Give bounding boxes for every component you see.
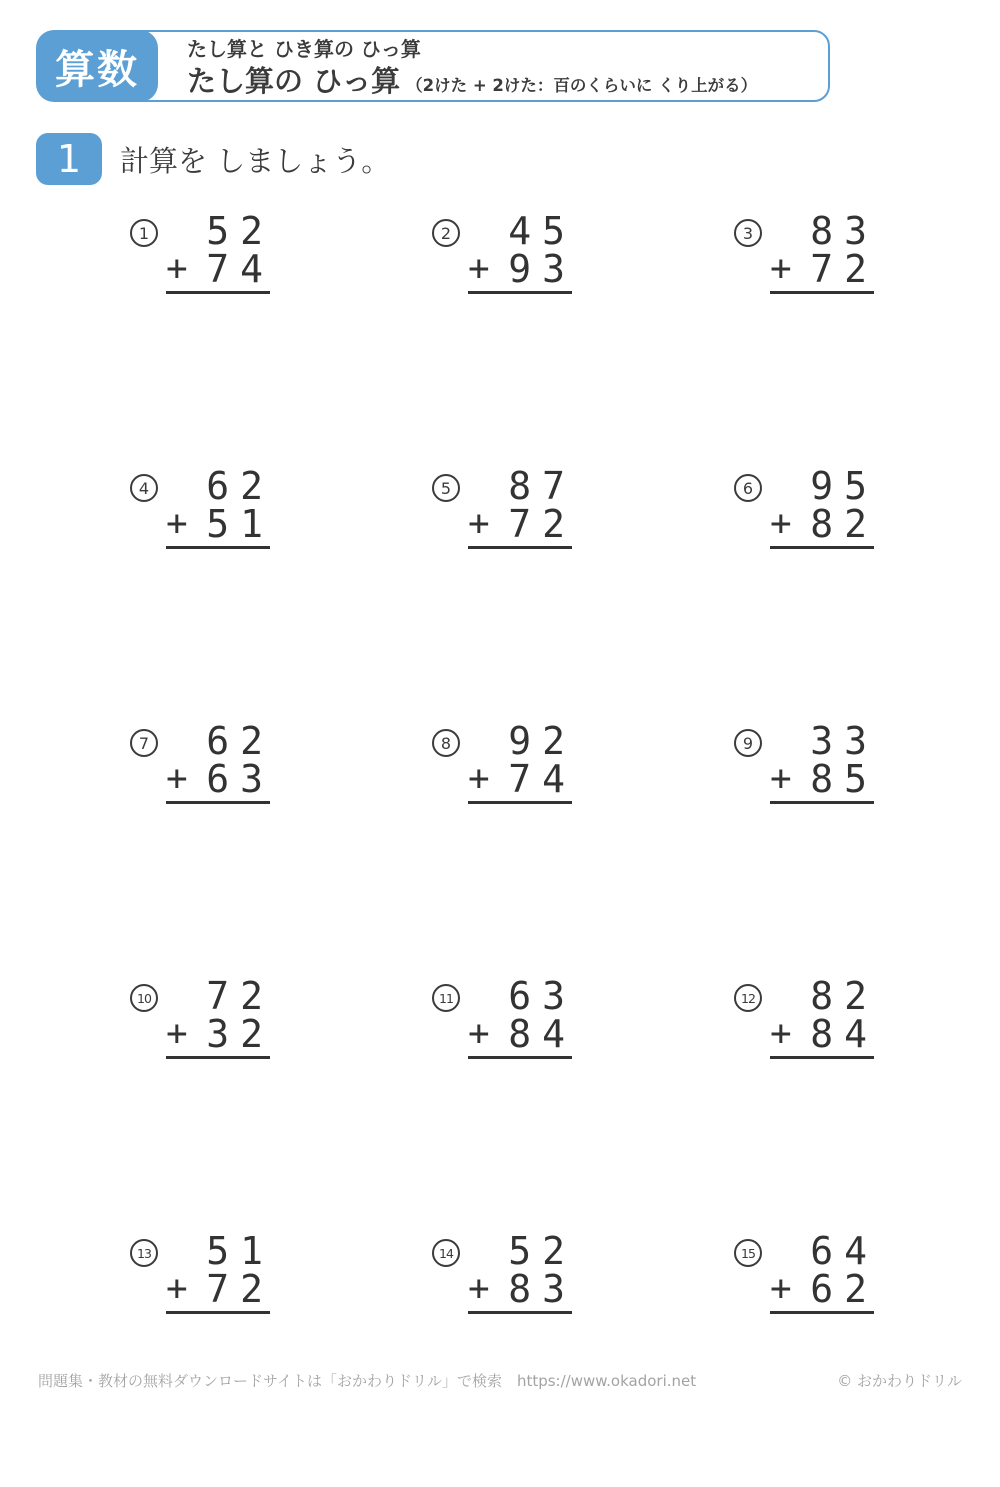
vertical-addition (770, 209, 878, 294)
problem-number-badge: 12 (734, 984, 762, 1012)
worksheet-title: たし算の ひっ算 (187, 64, 401, 98)
plus-sign: + (166, 1268, 188, 1309)
problem-number-badge: 14 (432, 1239, 460, 1267)
problem-5 (432, 464, 734, 722)
problem-number-badge: 15 (734, 1239, 762, 1267)
addend-bottom: 51 (206, 502, 274, 546)
problem-2 (432, 209, 734, 467)
problem-number-badge: 13 (130, 1239, 158, 1267)
section-heading (36, 133, 390, 185)
addend-top: 64 (810, 1229, 878, 1273)
problem-9 (734, 719, 1000, 977)
problem-14 (432, 1229, 734, 1487)
problem-number-badge: 4 (130, 474, 158, 502)
addend-bottom: 72 (508, 502, 576, 546)
addend-top: 62 (206, 464, 274, 508)
vertical-addition (468, 464, 576, 549)
worksheet-title-row (187, 63, 757, 104)
plus-sign: + (468, 1013, 490, 1054)
vertical-addition (468, 719, 576, 804)
addend-bottom: 83 (508, 1267, 576, 1311)
addend-bottom: 93 (508, 247, 576, 291)
addend-bottom: 74 (206, 247, 274, 291)
vertical-addition (770, 974, 878, 1059)
problem-number-badge: 10 (130, 984, 158, 1012)
plus-sign: + (770, 758, 792, 799)
addend-bottom: 72 (810, 247, 878, 291)
addend-top: 82 (810, 974, 878, 1018)
problem-1 (130, 209, 432, 467)
addend-top: 52 (206, 209, 274, 253)
worksheet-titles (187, 35, 757, 104)
subject-badge: 算数 (36, 30, 158, 102)
addend-bottom: 74 (508, 757, 576, 801)
addend-bottom: 84 (508, 1012, 576, 1056)
vertical-addition (468, 974, 576, 1059)
addend-top: 95 (810, 464, 878, 508)
vertical-addition (166, 209, 274, 294)
addend-bottom: 84 (810, 1012, 878, 1056)
section-number-badge: 1 (36, 133, 102, 185)
addend-top: 62 (206, 719, 274, 763)
plus-sign: + (166, 1013, 188, 1054)
worksheet-header-box (44, 30, 830, 102)
addend-bottom: 72 (206, 1267, 274, 1311)
problem-number-badge: 5 (432, 474, 460, 502)
problem-number-badge: 9 (734, 729, 762, 757)
problem-11 (432, 974, 734, 1232)
addend-top: 72 (206, 974, 274, 1018)
section-instruction: 計算を しましょう。 (120, 143, 391, 178)
addend-bottom: 32 (206, 1012, 274, 1056)
plus-sign: + (770, 1268, 792, 1309)
problem-number-badge: 11 (432, 984, 460, 1012)
problem-12 (734, 974, 1000, 1232)
problem-number-badge: 1 (130, 219, 158, 247)
problem-number-badge: 8 (432, 729, 460, 757)
vertical-addition (770, 1229, 878, 1314)
addend-top: 63 (508, 974, 576, 1018)
problem-13 (130, 1229, 432, 1487)
addend-top: 45 (508, 209, 576, 253)
worksheet-series-title: たし算と ひき算の ひっ算 (187, 37, 421, 61)
worksheet-title-note: （2けた + 2けた：百のくらいに くり上がる） (406, 76, 758, 95)
page-footer (38, 1370, 962, 1391)
problem-6 (734, 464, 1000, 722)
problem-8 (432, 719, 734, 977)
addend-bottom: 63 (206, 757, 274, 801)
addend-top: 92 (508, 719, 576, 763)
vertical-addition (770, 464, 878, 549)
vertical-addition (166, 974, 274, 1059)
plus-sign: + (468, 503, 490, 544)
problem-7 (130, 719, 432, 977)
plus-sign: + (468, 758, 490, 799)
addend-top: 87 (508, 464, 576, 508)
problem-10 (130, 974, 432, 1232)
addend-bottom: 62 (810, 1267, 878, 1311)
plus-sign: + (166, 503, 188, 544)
vertical-addition (468, 1229, 576, 1314)
plus-sign: + (770, 248, 792, 289)
problem-number-badge: 3 (734, 219, 762, 247)
addend-bottom: 82 (810, 502, 878, 546)
footer-site-info: 問題集・教材の無料ダウンロードサイトは「おかわりドリル」で検索 https://www.okadori.net (38, 1372, 697, 1390)
plus-sign: + (166, 248, 188, 289)
plus-sign: + (468, 248, 490, 289)
addend-top: 52 (508, 1229, 576, 1273)
problem-15 (734, 1229, 1000, 1487)
addend-top: 33 (810, 719, 878, 763)
problem-4 (130, 464, 432, 722)
vertical-addition (166, 1229, 274, 1314)
plus-sign: + (468, 1268, 490, 1309)
plus-sign: + (166, 758, 188, 799)
vertical-addition (166, 464, 274, 549)
addend-bottom: 85 (810, 757, 878, 801)
vertical-addition (468, 209, 576, 294)
addend-top: 51 (206, 1229, 274, 1273)
problem-number-badge: 2 (432, 219, 460, 247)
problem-number-badge: 6 (734, 474, 762, 502)
vertical-addition (770, 719, 878, 804)
problems-grid (130, 209, 1000, 1487)
footer-copyright: © おかわりドリル (837, 1372, 962, 1390)
problem-number-badge: 7 (130, 729, 158, 757)
vertical-addition (166, 719, 274, 804)
problem-3 (734, 209, 1000, 467)
addend-top: 83 (810, 209, 878, 253)
plus-sign: + (770, 1013, 792, 1054)
plus-sign: + (770, 503, 792, 544)
